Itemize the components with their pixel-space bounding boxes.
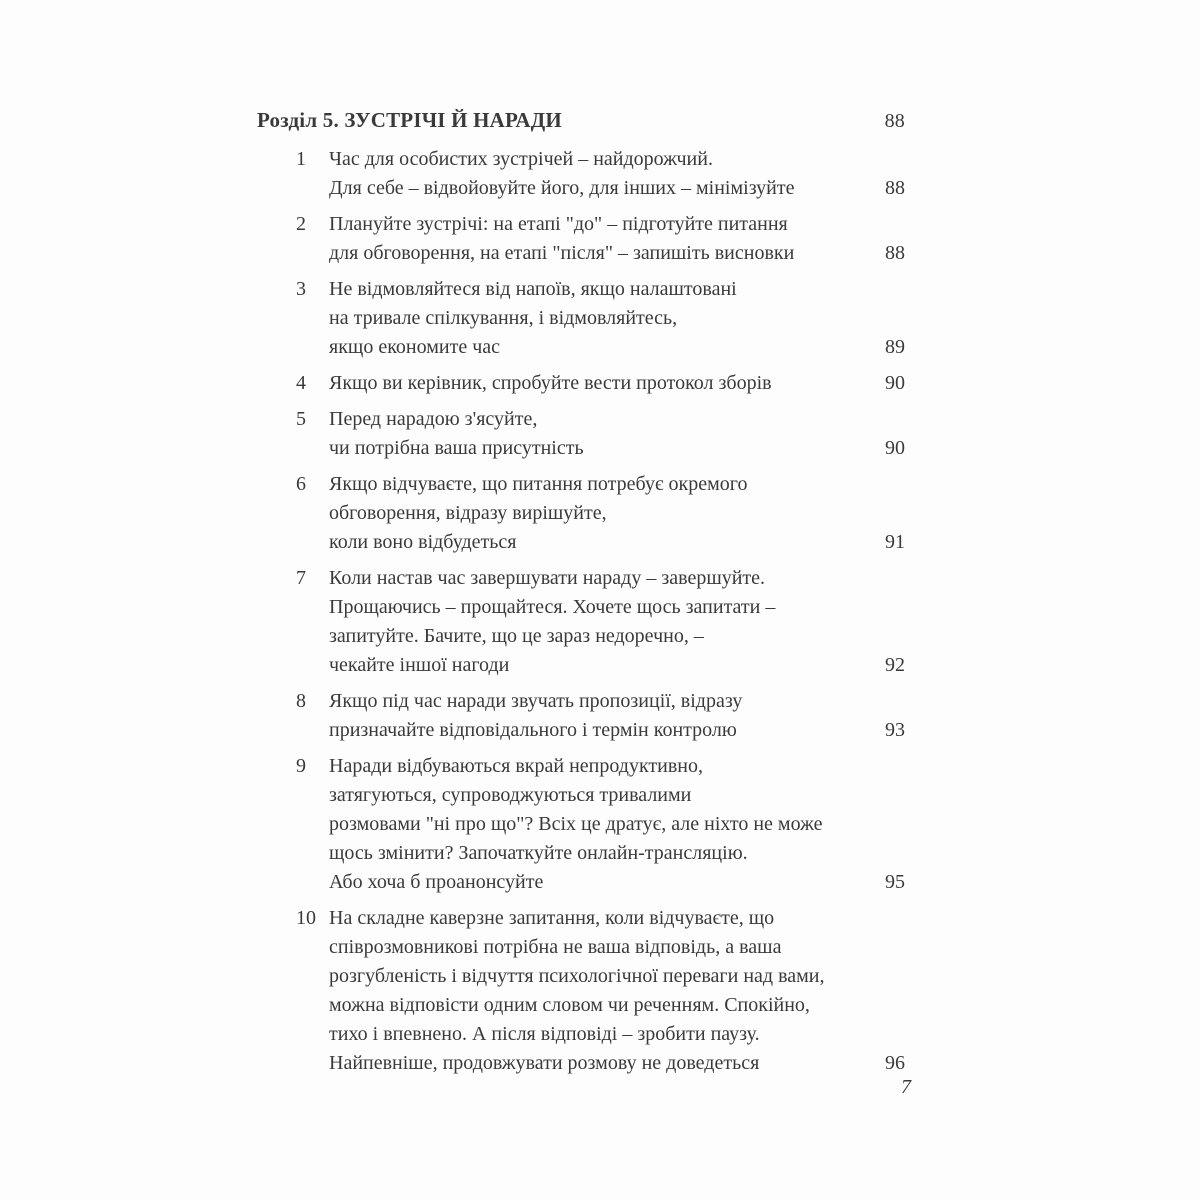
toc-line-text: призначайте відповідального і термін контролю <box>329 719 737 741</box>
toc-item-page-number: 91 <box>879 528 905 557</box>
toc-line-text: Прощаючись – прощайтеся. Хочете щось запитати – <box>329 596 776 618</box>
toc-line-text: на тривале спілкування, і відмовляйтесь, <box>329 307 678 329</box>
toc-line-text: Перед нарадою з'ясуйте, <box>329 408 538 430</box>
toc-item <box>257 405 905 463</box>
table-of-contents <box>257 106 905 1085</box>
toc-item <box>257 275 905 362</box>
toc-item-text <box>329 369 905 398</box>
toc-line-text: обговорення, відразу вирішуйте, <box>329 502 607 524</box>
toc-item-page-number: 95 <box>879 868 905 897</box>
toc-item-line <box>329 991 905 1020</box>
toc-line-text: якщо економите час <box>329 336 501 358</box>
page-footer <box>257 1076 911 1099</box>
toc-item-page-number: 90 <box>879 434 905 463</box>
toc-line-text: Найпевніше, продовжувати розмову не доведеться <box>329 1052 760 1074</box>
toc-item-text <box>329 275 905 362</box>
toc-item-number: 10 <box>296 907 316 929</box>
toc-line-text: Плануйте зустрічі: на етапі "до" – підготуйте питання <box>329 213 788 235</box>
toc-line-text: Наради відбуваються вкрай непродуктивно, <box>329 755 704 777</box>
toc-line-text: чекайте іншої нагоди <box>329 654 510 676</box>
toc-line-text: можна відповісти одним словом чи реченням. Спокійно, <box>329 994 810 1016</box>
toc-item-line <box>329 839 905 868</box>
toc-item-line <box>329 1049 905 1078</box>
toc-item-page-number: 92 <box>879 651 905 680</box>
toc-item-page-number: 96 <box>879 1049 905 1078</box>
toc-line-text: розгубленість і відчуття психологічної переваги над вами, <box>329 965 825 987</box>
toc-item-line <box>329 868 905 897</box>
toc-item-page-number: 88 <box>879 239 905 268</box>
toc-line-text: На складне каверзне запитання, коли відчуваєте, що <box>329 907 775 929</box>
toc-item-text <box>329 145 905 203</box>
toc-item-line <box>329 1020 905 1049</box>
toc-line-text: коли воно відбудеться <box>329 531 517 553</box>
toc-item-line <box>329 145 905 174</box>
toc-item <box>257 687 905 745</box>
toc-item-line <box>329 369 905 398</box>
toc-item-line <box>329 434 905 463</box>
toc-item-line <box>329 904 905 933</box>
toc-item-number: 8 <box>296 690 306 712</box>
folio-page-number: 7 <box>901 1076 911 1098</box>
toc-line-text: для обговорення, на етапі "після" – запишіть висновки <box>329 242 795 264</box>
toc-item-line <box>329 239 905 268</box>
toc-line-text: Коли настав час завершувати нараду – завершуйте. <box>329 567 766 589</box>
toc-item-page-number: 90 <box>879 369 905 398</box>
toc-item-number: 2 <box>296 213 306 235</box>
toc-item-text <box>329 904 905 1078</box>
toc-item <box>257 564 905 680</box>
toc-item-text <box>329 752 905 897</box>
toc-line-text: Час для особистих зустрічей – найдорожчий. <box>329 148 713 170</box>
toc-item-text <box>329 687 905 745</box>
toc-item-number: 6 <box>296 473 306 495</box>
toc-line-text: чи потрібна ваша присутність <box>329 437 584 459</box>
toc-item-text <box>329 210 905 268</box>
toc-item <box>257 470 905 557</box>
toc-item-line <box>329 687 905 716</box>
toc-line-text: співрозмовникові потрібна не ваша відповідь, а ваша <box>329 936 782 958</box>
toc-item-number: 9 <box>296 755 306 777</box>
toc-line-text: Або хоча б проанонсуйте <box>329 871 544 893</box>
toc-item-text <box>329 470 905 557</box>
toc-line-text: запитуйте. Бачите, що це зараз недоречно, – <box>329 625 704 647</box>
toc-item <box>257 145 905 203</box>
toc-item-list <box>257 145 905 1078</box>
chapter-page-number: 88 <box>884 110 905 132</box>
toc-line-text: Якщо ви керівник, спробуйте вести протокол зборів <box>329 372 772 394</box>
toc-line-text: затягуються, супроводжуються тривалими <box>329 784 692 806</box>
toc-item-line <box>329 622 905 651</box>
toc-item-line <box>329 933 905 962</box>
toc-line-text: Для себе – відвойовуйте його, для інших – мінімізуйте <box>329 177 795 199</box>
toc-item-line <box>329 962 905 991</box>
toc-item-line <box>329 564 905 593</box>
toc-item-line <box>329 405 905 434</box>
toc-item-line <box>329 174 905 203</box>
toc-item <box>257 752 905 897</box>
toc-item-line <box>329 333 905 362</box>
toc-line-text: Якщо відчуваєте, що питання потребує окремого <box>329 473 748 495</box>
toc-item-line <box>329 781 905 810</box>
toc-item-line <box>329 275 905 304</box>
toc-item-text <box>329 405 905 463</box>
toc-item-line <box>329 716 905 745</box>
toc-line-text: Якщо під час наради звучать пропозиції, відразу <box>329 690 743 712</box>
toc-item <box>257 369 905 398</box>
toc-item-text <box>329 564 905 680</box>
toc-item-number: 3 <box>296 278 306 300</box>
toc-item-page-number: 89 <box>879 333 905 362</box>
toc-item-line <box>329 528 905 557</box>
toc-item-line <box>329 210 905 239</box>
toc-item-page-number: 88 <box>879 174 905 203</box>
chapter-title: Розділ 5. ЗУСТРІЧІ Й НАРАДИ <box>257 108 562 132</box>
toc-item-number: 5 <box>296 408 306 430</box>
toc-line-text: щось змінити? Започаткуйте онлайн-трансляцію. <box>329 842 748 864</box>
toc-line-text: Не відмовляйтеся від напоїв, якщо налаштовані <box>329 278 737 300</box>
toc-item-number: 7 <box>296 567 306 589</box>
toc-item-line <box>329 593 905 622</box>
toc-item-line <box>329 304 905 333</box>
toc-item-number: 1 <box>296 148 306 170</box>
toc-item-line <box>329 499 905 528</box>
toc-item-page-number: 93 <box>879 716 905 745</box>
toc-item <box>257 904 905 1078</box>
toc-item-line <box>329 810 905 839</box>
toc-line-text: розмовами "ні про що"? Всіх це дратує, але ніхто не може <box>329 813 823 835</box>
chapter-heading-row <box>257 106 905 136</box>
toc-item-line <box>329 752 905 781</box>
toc-item-number: 4 <box>296 372 306 394</box>
toc-item-line <box>329 470 905 499</box>
toc-item <box>257 210 905 268</box>
toc-line-text: тихо і впевнено. А після відповіді – зробити паузу. <box>329 1023 760 1045</box>
toc-item-line <box>329 651 905 680</box>
